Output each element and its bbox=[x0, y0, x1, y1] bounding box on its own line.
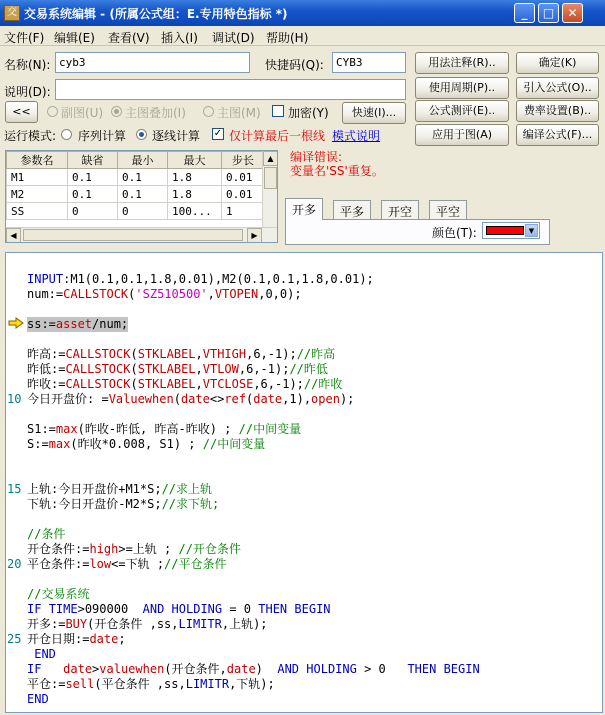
code-line[interactable]: INPUT:M1(0.1,0.1,1.8,0.01),M2(0.1,0.1,1.8,0.01); bbox=[27, 272, 374, 286]
color-label: 颜色(T): bbox=[432, 226, 477, 240]
table-row[interactable] bbox=[7, 169, 265, 186]
usage-notes-button[interactable]: 用法注释(R).. bbox=[415, 52, 509, 74]
horizontal-scrollbar[interactable] bbox=[6, 227, 278, 242]
table-cell[interactable]: 1 bbox=[222, 203, 265, 220]
line-number: 15 bbox=[7, 482, 22, 496]
code-line[interactable]: END bbox=[34, 647, 56, 661]
menu-edit[interactable]: 编辑(E) bbox=[54, 31, 95, 45]
sub-chart-label: 副图(U) bbox=[61, 106, 104, 120]
table-cell[interactable]: 1.8 bbox=[168, 169, 222, 186]
code-line[interactable]: 下轨:今日开盘价-M2*S;//求下轨; bbox=[27, 497, 220, 511]
mode-help-link[interactable]: 模式说明 bbox=[332, 129, 381, 143]
table-cell[interactable]: 0 bbox=[68, 203, 118, 220]
table-cell[interactable]: 100... bbox=[168, 203, 222, 220]
run-mode-label: 运行模式: bbox=[4, 129, 57, 143]
formula-test-button[interactable]: 公式测评(E).. bbox=[415, 100, 509, 122]
maximize-button[interactable]: □ bbox=[538, 3, 559, 23]
tick-calc-radio[interactable] bbox=[136, 129, 147, 140]
code-line[interactable]: 平仓条件:=low<=下轨 ;//平仓条件 bbox=[27, 557, 227, 571]
table-cell[interactable]: 0.01 bbox=[222, 169, 265, 186]
table-cell[interactable]: 0.1 bbox=[68, 186, 118, 203]
sub-chart-radio[interactable] bbox=[47, 106, 58, 117]
code-line[interactable]: //条件 bbox=[27, 527, 66, 541]
scroll-right-icon[interactable]: ▶ bbox=[247, 228, 262, 243]
shortcut-field[interactable]: CYB3 bbox=[332, 52, 406, 73]
code-line[interactable]: 开仓条件:=high>=上轨 ; //开仓条件 bbox=[27, 542, 241, 556]
code-line[interactable]: 昨高:=CALLSTOCK(STKLABEL,VTHIGH,6,-1);//昨高 bbox=[27, 347, 336, 361]
code-line[interactable]: 昨收:=CALLSTOCK(STKLABEL,VTCLOSE,6,-1);//昨收 bbox=[27, 377, 343, 391]
description-label: 说明(D): bbox=[4, 85, 51, 99]
table-cell[interactable]: 0.1 bbox=[118, 186, 168, 203]
main-overlay-radio[interactable] bbox=[111, 106, 122, 117]
code-line[interactable]: 昨低:=CALLSTOCK(STKLABEL,VTLOW,6,-1);//昨低 bbox=[27, 362, 328, 376]
title-bar bbox=[0, 0, 605, 26]
table-header-row bbox=[7, 152, 265, 169]
column-header[interactable]: 最小 bbox=[118, 152, 168, 169]
table-cell[interactable]: 0.01 bbox=[222, 186, 265, 203]
code-line[interactable]: ss:=asset/num; bbox=[27, 317, 129, 331]
vertical-scrollbar[interactable] bbox=[262, 151, 277, 227]
line-number: 20 bbox=[7, 557, 22, 571]
seq-calc-radio[interactable] bbox=[61, 129, 72, 140]
parameter-table[interactable] bbox=[5, 150, 278, 243]
import-formula-button[interactable]: 引入公式(O).. bbox=[516, 77, 599, 99]
tab-open-long[interactable]: 开多 bbox=[285, 198, 323, 220]
scroll-thumb[interactable] bbox=[264, 167, 277, 189]
period-button[interactable]: 使用周期(P).. bbox=[415, 77, 509, 99]
code-editor[interactable] bbox=[5, 252, 603, 713]
fee-settings-button[interactable]: 费率设置(B).. bbox=[516, 100, 599, 122]
name-field[interactable]: cyb3 bbox=[55, 52, 250, 73]
nav-back-button[interactable]: << bbox=[5, 101, 38, 123]
code-line[interactable]: 平仓:=sell(平仓条件 ,ss,LIMITR,下轨); bbox=[27, 677, 275, 691]
table-cell[interactable]: 0.1 bbox=[68, 169, 118, 186]
table-row[interactable] bbox=[7, 203, 265, 220]
table-cell[interactable]: 0 bbox=[118, 203, 168, 220]
code-line[interactable]: S1:=max(昨收-昨低, 昨高-昨收) ; //中间变量 bbox=[27, 422, 302, 436]
code-line[interactable]: 开多:=BUY(开仓条件 ,ss,LIMITR,上轨); bbox=[27, 617, 268, 631]
column-header[interactable]: 参数名 bbox=[7, 152, 68, 169]
menu-insert[interactable]: 插入(I) bbox=[161, 31, 198, 45]
tab-open-short[interactable]: 开空 bbox=[381, 200, 419, 219]
menu-bar bbox=[0, 26, 605, 46]
code-line[interactable]: END bbox=[27, 692, 49, 706]
description-field[interactable] bbox=[55, 79, 406, 100]
chevron-down-icon[interactable]: ▼ bbox=[525, 224, 538, 237]
column-header[interactable]: 步长 bbox=[222, 152, 265, 169]
fast-button[interactable]: 快速(I)... bbox=[342, 102, 406, 124]
column-header[interactable]: 缺省 bbox=[68, 152, 118, 169]
last-bar-checkbox[interactable]: ✓ bbox=[213, 128, 223, 139]
code-line[interactable]: 上轨:今日开盘价+M1*S;//求上轨 bbox=[27, 482, 213, 496]
code-line[interactable]: num:=CALLSTOCK('SZ510500',VTOPEN,0,0); bbox=[27, 287, 302, 301]
color-select[interactable] bbox=[482, 222, 540, 239]
table-cell[interactable]: M2 bbox=[7, 186, 68, 203]
scroll-thumb[interactable] bbox=[23, 229, 243, 241]
shortcut-label: 快捷码(Q): bbox=[265, 58, 324, 72]
seq-calc-label: 序列计算 bbox=[78, 129, 127, 143]
code-line[interactable]: 开仓日期:=date; bbox=[27, 632, 126, 646]
compile-error bbox=[290, 150, 384, 178]
compile-formula-button[interactable]: 编译公式(F)... bbox=[516, 124, 599, 146]
line-number: 25 bbox=[7, 632, 22, 646]
table-row[interactable] bbox=[7, 186, 265, 203]
menu-help[interactable]: 帮助(H) bbox=[266, 31, 309, 45]
encrypt-checkbox[interactable] bbox=[272, 105, 284, 117]
tick-calc-label: 逐线计算 bbox=[152, 129, 201, 143]
compile-error-message: 变量名'SS'重复。 bbox=[290, 164, 384, 178]
main-chart-radio[interactable] bbox=[203, 106, 214, 117]
scroll-left-icon[interactable]: ◀ bbox=[6, 228, 21, 243]
menu-debug[interactable]: 调试(D) bbox=[212, 31, 255, 45]
app-icon: 交 bbox=[4, 5, 20, 21]
table-cell[interactable]: M1 bbox=[7, 169, 68, 186]
name-label: 名称(N): bbox=[4, 58, 51, 72]
minimize-button[interactable]: _ bbox=[514, 3, 535, 23]
encrypt-label: 加密(Y) bbox=[288, 106, 329, 120]
window-title: 交易系统编辑 - (所属公式组：E.专用特色指标 *) bbox=[24, 7, 288, 21]
tab-close-short[interactable]: 平空 bbox=[429, 200, 467, 219]
menu-file[interactable]: 文件(F) bbox=[4, 31, 45, 45]
current-line-arrow-icon bbox=[8, 317, 24, 329]
menu-view[interactable]: 查看(V) bbox=[108, 31, 150, 45]
close-button[interactable]: ✕ bbox=[562, 3, 583, 23]
scroll-up-icon[interactable]: ▲ bbox=[263, 151, 278, 166]
confirm-button[interactable]: 确定(K) bbox=[516, 52, 599, 74]
color-swatch bbox=[486, 226, 524, 235]
column-header[interactable]: 最大 bbox=[168, 152, 222, 169]
code-line[interactable]: IF date>valuewhen(开仓条件,date) AND HOLDING > 0 THEN BEGIN bbox=[27, 662, 480, 676]
code-line[interactable]: 今日开盘价: =Valuewhen(date<>ref(date,1),open); bbox=[27, 392, 355, 406]
compile-error-title: 编译错误: bbox=[290, 150, 343, 164]
table-cell[interactable]: 1.8 bbox=[168, 186, 222, 203]
tab-close-long[interactable]: 平多 bbox=[333, 200, 371, 219]
table-cell[interactable]: SS bbox=[7, 203, 68, 220]
code-line[interactable]: S:=max(昨收*0.008, S1) ; //中间变量 bbox=[27, 437, 266, 451]
main-chart-label: 主图(M) bbox=[217, 106, 261, 120]
code-line[interactable]: IF TIME>090000 AND HOLDING = 0 THEN BEGIN bbox=[27, 602, 331, 616]
line-number: 10 bbox=[7, 392, 22, 406]
code-line[interactable]: //交易系统 bbox=[27, 587, 90, 601]
last-bar-label: 仅计算最后一根线 bbox=[229, 129, 326, 143]
main-overlay-label: 主图叠加(I) bbox=[125, 106, 186, 120]
table-cell[interactable]: 0.1 bbox=[118, 169, 168, 186]
apply-to-chart-button[interactable]: 应用于图(A) bbox=[415, 124, 509, 146]
